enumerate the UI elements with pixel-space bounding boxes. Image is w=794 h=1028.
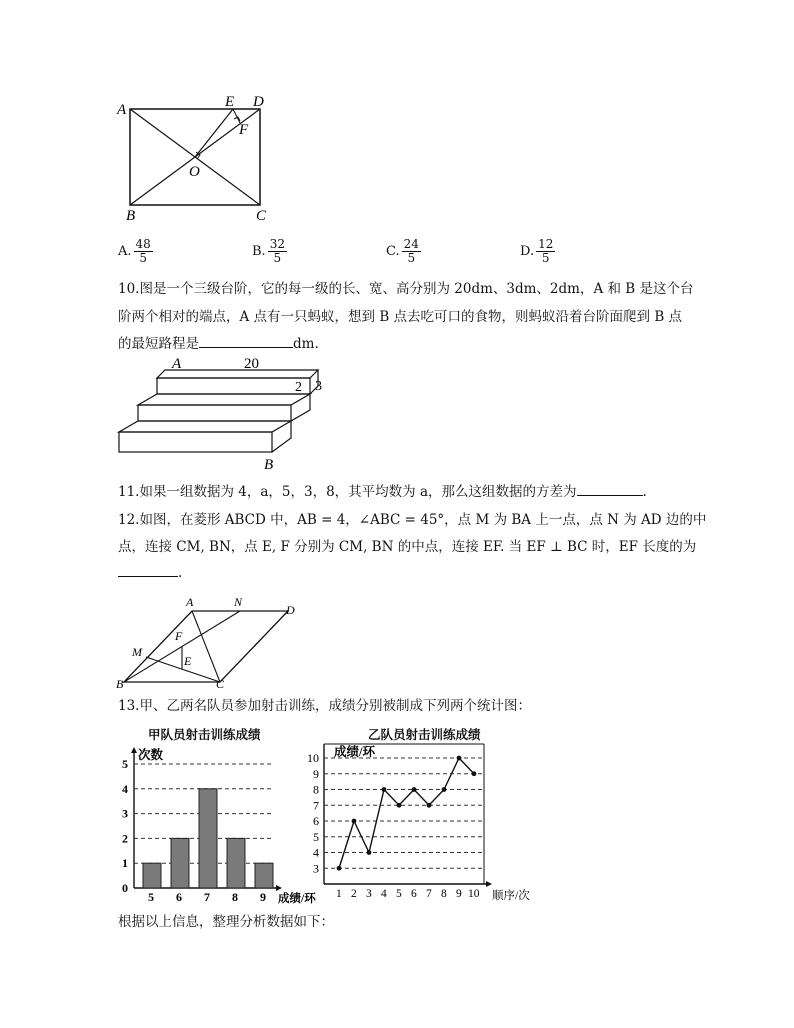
bar <box>171 838 189 888</box>
y-tick-label: 4 <box>313 845 319 860</box>
point-label-B: B <box>126 208 136 223</box>
chart-title-jia: 甲队员射击训练成绩 <box>148 727 261 742</box>
point-label-M: M <box>132 645 142 659</box>
line-chart <box>300 740 550 902</box>
q12-line2: 点，连接 CM, BN，点 E, F 分别为 CM, BN 的中点，连接 EF. 当 EF ⊥ BC 时，EF 长度的为 <box>118 539 697 555</box>
x-tick-label: 8 <box>232 890 238 904</box>
q12-line1: 12.如图，在菱形 ABCD 中，AB = 4，∠ABC = 45°，点 M 为 BA 上一点，点 N 为 AD 边的中 <box>118 512 707 528</box>
bar <box>255 863 273 888</box>
q12-line3: . <box>118 563 182 583</box>
option-letter: C. <box>386 244 400 259</box>
y-axis-label: 成绩/环 <box>334 745 375 759</box>
point-label-A: A <box>186 595 194 609</box>
fraction: $\frac{48}{5}$ <box>135 237 151 265</box>
fraction: $\frac{12}{5}$ <box>538 237 554 265</box>
data-point <box>397 803 402 808</box>
fraction: $\frac{24}{5}$ <box>403 237 419 265</box>
length-label: 20 <box>244 356 259 372</box>
y-tick-label: 10 <box>307 751 319 765</box>
x-axis-label: 顺序/次 <box>492 890 530 902</box>
y-tick-label: 8 <box>313 782 319 797</box>
y-axis-label: 次数 <box>138 748 164 762</box>
point-label-C: C <box>256 208 267 223</box>
q11-line: 11.如果一组数据为 4，a，5，3，8，其平均数为 a，那么这组数据的方差为 . <box>118 484 647 500</box>
q10-line1: 10.图是一个三级台阶，它的每一级的长、宽、高分别为 20dm、3dm、2dm，A 和 B 是这个台 <box>118 281 694 297</box>
series-line <box>339 758 474 868</box>
x-tick-label: 5 <box>148 890 154 904</box>
point-label-O: O <box>189 164 200 180</box>
x-tick-label: 7 <box>204 890 210 904</box>
x-tick-label: 9 <box>456 888 462 900</box>
x-tick-label: 3 <box>366 888 372 900</box>
point-label-E: E <box>225 94 235 110</box>
data-point <box>367 850 372 855</box>
x-tick-label: 7 <box>426 888 432 900</box>
chart-title-yi: 乙队员射击训练成绩 <box>368 727 481 742</box>
y-tick-label: 0 <box>122 881 128 895</box>
x-axis-label: 成绩/环 <box>278 893 316 904</box>
x-tick-label: 2 <box>351 888 357 900</box>
point-label-F: F <box>175 629 183 643</box>
point-label-A: A <box>172 356 182 372</box>
point-label-C: C <box>216 677 225 690</box>
y-tick-label: 1 <box>122 856 128 871</box>
y-tick-label: 9 <box>313 766 319 781</box>
width-label: 3 <box>315 379 322 394</box>
data-point <box>337 866 342 871</box>
y-tick-label: 5 <box>313 829 319 844</box>
summary-line: 根据以上信息，整理分析数据如下： <box>118 914 334 930</box>
x-tick-label: 6 <box>411 888 417 900</box>
data-point <box>382 787 387 792</box>
data-point <box>472 771 477 776</box>
bar <box>199 789 217 888</box>
y-axis-arrow <box>131 747 137 753</box>
option-letter: D. <box>520 244 535 259</box>
point-label-A: A <box>117 102 127 118</box>
q13-line: 13.甲、乙两名队员参加射击训练，成绩分别被制成下列两个统计图： <box>118 698 531 714</box>
stairs-figure <box>112 356 332 474</box>
rhombus-figure <box>112 594 302 690</box>
rectangle-figure <box>110 88 280 223</box>
q10-line3: 的最短路程是 dm. <box>118 336 319 352</box>
x-axis-arrow <box>276 885 282 891</box>
x-tick-label: 1 <box>336 888 342 900</box>
point-label-E: E <box>184 654 192 668</box>
point-label-D: D <box>253 94 264 110</box>
bar <box>143 863 161 888</box>
option-letter: A. <box>118 244 132 259</box>
y-tick-label: 3 <box>313 861 319 876</box>
data-point <box>457 756 462 761</box>
x-tick-label: 10 <box>468 888 480 900</box>
x-tick-label: 8 <box>441 888 447 900</box>
point-label-D: D <box>286 603 295 617</box>
answer-blank[interactable] <box>118 563 178 577</box>
data-point <box>412 787 417 792</box>
answer-blank[interactable] <box>199 334 293 348</box>
x-tick-label: 9 <box>260 890 266 904</box>
answer-blank[interactable] <box>577 482 643 496</box>
y-tick-label: 4 <box>122 781 128 796</box>
option-c[interactable] <box>386 238 421 265</box>
bar <box>227 838 245 888</box>
y-tick-label: 3 <box>122 806 128 821</box>
x-axis-arrow <box>486 881 492 887</box>
y-tick-label: 2 <box>122 831 128 846</box>
point-label-B: B <box>264 457 274 473</box>
x-tick-label: 4 <box>381 888 387 900</box>
option-a[interactable] <box>118 238 153 265</box>
point-label-B: B <box>116 677 124 690</box>
point-label-F: F <box>239 122 249 138</box>
y-tick-label: 5 <box>122 757 128 771</box>
option-b[interactable] <box>252 238 287 265</box>
fraction: $\frac{32}{5}$ <box>269 237 285 265</box>
x-tick-label: 5 <box>396 888 402 900</box>
point-label-N: N <box>234 595 243 609</box>
bar-chart <box>112 744 332 904</box>
height-label: 2 <box>295 380 302 395</box>
q10-line2: 阶两个相对的端点，A 点有一只蚂蚁，想到 B 点去吃可口的食物，则蚂蚁沿着台阶面爬到 B 点 <box>118 309 683 325</box>
y-tick-label: 6 <box>313 814 319 828</box>
data-point <box>442 787 447 792</box>
data-point <box>352 819 357 824</box>
option-letter: B. <box>252 244 266 259</box>
data-point <box>427 803 432 808</box>
option-d[interactable] <box>520 238 555 265</box>
x-tick-label: 6 <box>176 890 182 904</box>
y-tick-label: 7 <box>313 798 319 813</box>
